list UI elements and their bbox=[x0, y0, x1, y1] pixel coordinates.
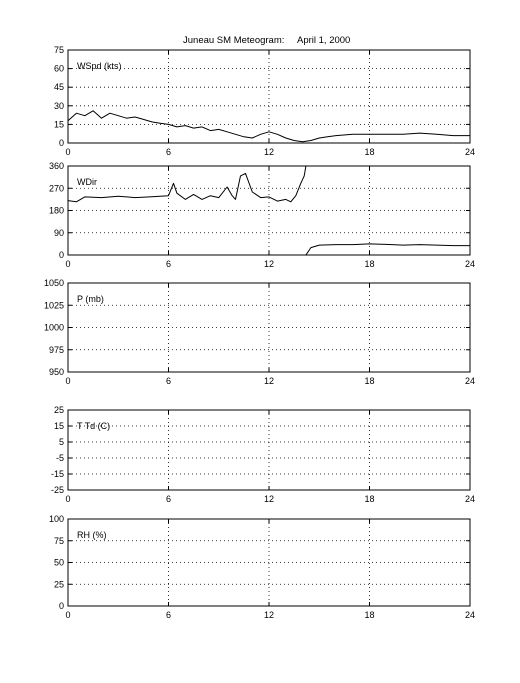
y-tick-label: -25 bbox=[50, 485, 64, 495]
chart-panels bbox=[44, 45, 475, 620]
y-tick-label: 45 bbox=[53, 82, 64, 93]
x-tick-label: 18 bbox=[364, 494, 375, 504]
x-tick-label: 24 bbox=[464, 610, 476, 620]
x-tick-label: 18 bbox=[364, 147, 375, 157]
y-tick-label: 30 bbox=[53, 100, 64, 111]
y-tick-label: 1025 bbox=[43, 300, 64, 311]
x-tick-label: 12 bbox=[263, 494, 275, 504]
y-tick-label: 1000 bbox=[43, 322, 64, 333]
y-tick-label: 25 bbox=[53, 405, 64, 415]
x-tick-label: 24 bbox=[464, 147, 476, 157]
x-tick-label: 0 bbox=[65, 147, 71, 157]
meteogram-panel-4 bbox=[51, 405, 475, 504]
panel-label: RH (%) bbox=[77, 530, 107, 540]
x-tick-label: 18 bbox=[364, 376, 375, 386]
x-tick-label: 6 bbox=[165, 147, 172, 157]
x-tick-label: 6 bbox=[165, 259, 172, 269]
panel-label: P (mb) bbox=[77, 294, 104, 304]
y-tick-label: 0 bbox=[58, 138, 64, 148]
y-tick-label: 75 bbox=[53, 535, 64, 546]
y-tick-label: 270 bbox=[48, 183, 64, 194]
y-tick-label: 100 bbox=[48, 514, 64, 524]
y-tick-label: 0 bbox=[58, 601, 64, 611]
x-tick-label: 6 bbox=[165, 376, 172, 386]
data-series-line-1 bbox=[68, 166, 306, 202]
y-tick-label: 975 bbox=[48, 344, 64, 355]
x-tick-label: 18 bbox=[364, 259, 375, 269]
x-tick-label: 12 bbox=[263, 610, 275, 620]
y-tick-label: 0 bbox=[58, 250, 64, 260]
meteogram-panel-1 bbox=[54, 45, 475, 157]
y-tick-label: 5 bbox=[58, 437, 64, 447]
meteogram-panel-5 bbox=[49, 514, 475, 620]
y-tick-label: 1050 bbox=[43, 278, 64, 288]
y-tick-label: 950 bbox=[48, 367, 64, 377]
meteogram-panel-2 bbox=[49, 161, 475, 269]
panel-label: T Td (C) bbox=[77, 421, 111, 431]
data-series-line-2 bbox=[306, 244, 470, 255]
x-tick-label: 24 bbox=[464, 259, 476, 269]
x-tick-label: 6 bbox=[165, 610, 172, 620]
x-tick-label: 12 bbox=[263, 259, 275, 269]
x-tick-label: 24 bbox=[464, 376, 476, 386]
x-tick-label: 0 bbox=[65, 610, 71, 620]
y-tick-label: 15 bbox=[53, 421, 64, 431]
y-tick-label: 360 bbox=[48, 161, 64, 171]
y-tick-label: 60 bbox=[53, 63, 64, 74]
y-tick-label: 50 bbox=[53, 557, 64, 568]
y-tick-label: 75 bbox=[53, 45, 64, 55]
y-tick-label: -5 bbox=[55, 453, 64, 463]
y-tick-label: -15 bbox=[50, 469, 64, 479]
x-tick-label: 0 bbox=[65, 259, 71, 269]
y-tick-label: 180 bbox=[48, 205, 64, 216]
panel-label: WSpd (kts) bbox=[77, 61, 122, 71]
figure-title: Juneau SM Meteogram: bbox=[183, 35, 285, 46]
x-tick-label: 12 bbox=[263, 147, 275, 157]
x-tick-label: 12 bbox=[263, 376, 275, 386]
figure-date: April 1, 2000 bbox=[297, 35, 351, 46]
x-tick-label: 6 bbox=[165, 494, 172, 504]
axes-frame bbox=[68, 50, 470, 143]
y-tick-label: 90 bbox=[53, 227, 64, 238]
meteogram-panel-3 bbox=[44, 278, 475, 386]
x-tick-label: 24 bbox=[464, 494, 476, 504]
y-tick-label: 15 bbox=[53, 119, 64, 130]
x-tick-label: 0 bbox=[65, 494, 71, 504]
x-tick-label: 0 bbox=[65, 376, 71, 386]
y-tick-label: 25 bbox=[53, 579, 64, 590]
x-tick-label: 18 bbox=[364, 610, 375, 620]
panel-label: WDir bbox=[77, 177, 97, 187]
